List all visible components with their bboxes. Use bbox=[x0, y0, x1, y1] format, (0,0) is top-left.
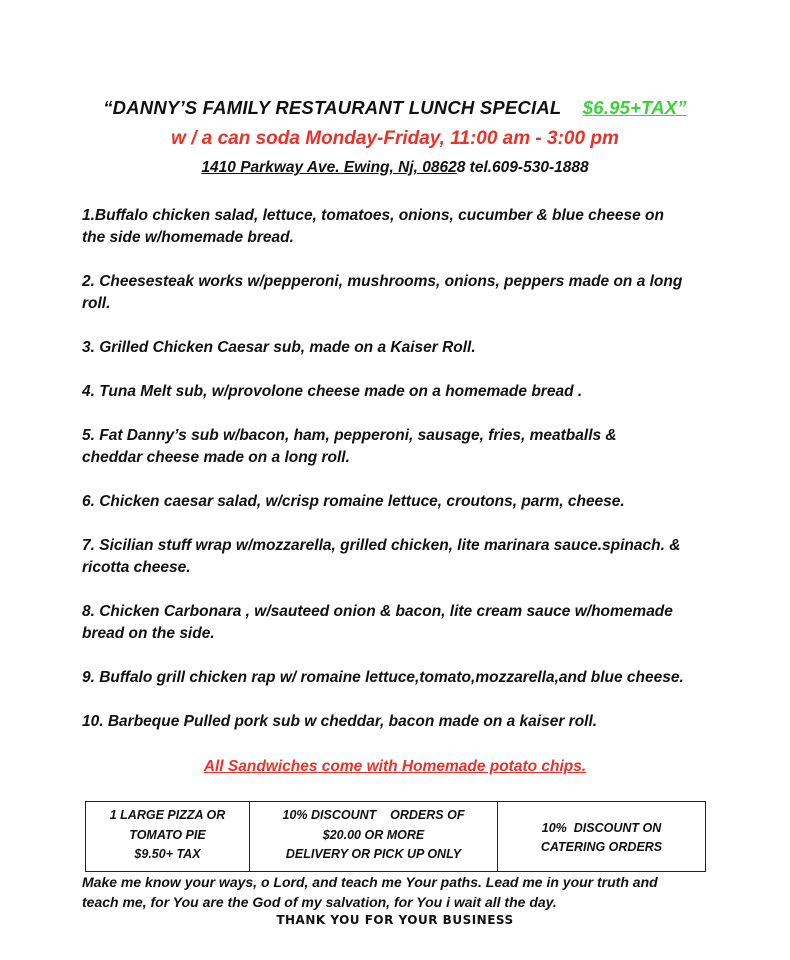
menu-item: 3. Grilled Chicken Caesar sub, made on a Kaiser Roll. bbox=[82, 339, 476, 356]
title-text: “DANNY’S FAMILY RESTAURANT LUNCH SPECIAL bbox=[103, 97, 562, 118]
menu-item: 6. Chicken caesar salad, w/crisp romaine lettuce, croutons, parm, cheese. bbox=[82, 493, 625, 510]
menu-item: 1.Buffalo chicken salad, lettuce, tomatoes, onions, cucumber & blue cheese on the side w/homemade bread. bbox=[82, 207, 664, 246]
prayer-text: Make me know your ways, o Lord, and teach me Your paths. Lead me in your truth and teach me, for You are the God of my salvation, for You i wait all the day. bbox=[82, 874, 658, 910]
page-title bbox=[0, 97, 790, 119]
menu-item: 8. Chicken Carbonara , w/sauteed onion & bacon, lite cream sauce w/homemade bread on the side. bbox=[82, 603, 673, 642]
thank-you-note: THANK YOU FOR YOUR BUSINESS bbox=[276, 913, 514, 927]
menu-item: 5. Fat Danny’s sub w/bacon, ham, pepperoni, sausage, fries, meatballs & cheddar cheese made on a long roll. bbox=[82, 427, 617, 466]
offer-order-discount: 10% DISCOUNT ORDERS OF $20.00 OR MORE DELIVERY OR PICK UP ONLY bbox=[250, 802, 498, 872]
offers-table bbox=[85, 801, 706, 872]
table-row bbox=[86, 802, 706, 872]
menu-item: 7. Sicilian stuff wrap w/mozzarella, grilled chicken, lite marinara sauce.spinach. & ricotta cheese. bbox=[82, 537, 681, 576]
subtitle: w / a can soda Monday-Friday, 11:00 am - 3:00 pm bbox=[171, 128, 619, 149]
offer-pizza: 1 LARGE PIZZA OR TOMATO PIE $9.50+ TAX bbox=[86, 802, 250, 872]
street-address: 1410 Parkway Ave. Ewing, Nj, 0862 bbox=[201, 159, 457, 176]
menu-item: 9. Buffalo grill chicken rap w/ romaine lettuce,tomato,mozzarella,and blue cheese. bbox=[82, 669, 684, 686]
chips-note: All Sandwiches come with Homemade potato chips. bbox=[203, 758, 587, 775]
address-line bbox=[0, 159, 790, 177]
phone-number: 8 tel.609-530-1888 bbox=[456, 159, 589, 176]
menu-item: 2. Cheesesteak works w/pepperoni, mushrooms, onions, peppers made on a long roll. bbox=[82, 273, 683, 312]
menu-item: 10. Barbeque Pulled pork sub w cheddar, bacon made on a kaiser roll. bbox=[82, 713, 598, 730]
menu-item: 4. Tuna Melt sub, w/provolone cheese made on a homemade bread . bbox=[82, 383, 583, 400]
offer-catering-discount: 10% DISCOUNT ON CATERING ORDERS bbox=[498, 802, 706, 872]
price-label: $6.95+TAX” bbox=[582, 97, 687, 118]
menu-list bbox=[82, 205, 722, 733]
